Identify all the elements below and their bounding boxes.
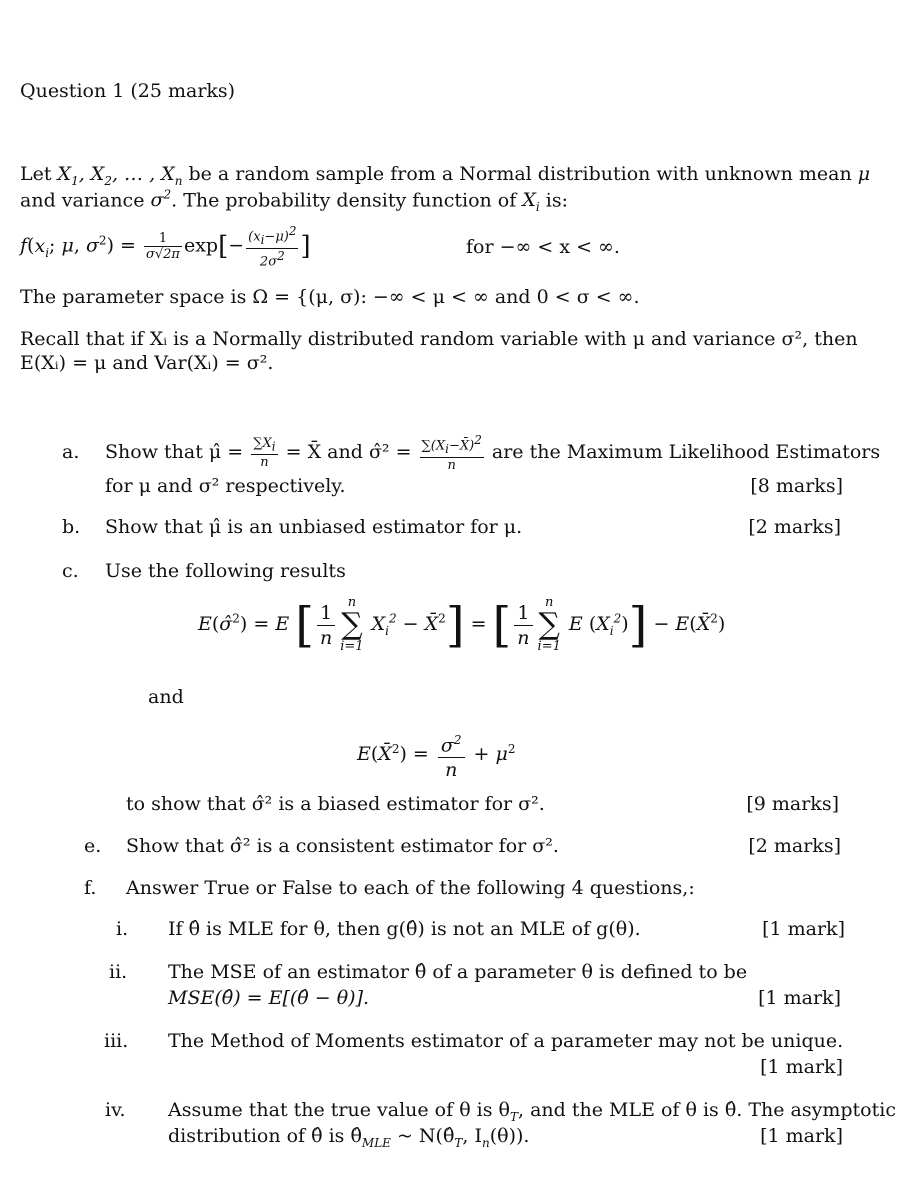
pdf-domain: for −∞ < x < ∞. [466, 236, 620, 258]
subpart-ii-label: ii. [109, 961, 128, 983]
subpart-iv-text-2: distribution of θ̂ is $\thetâ_{MLE}$ ~ $N(\thetâ_T$, $I_n(\theta)$). [168, 1125, 530, 1150]
subpart-iv-text: Assume that the true value of θ is $\theta_T$, and the MLE of θ is θ̂. The asymptotic [168, 1099, 896, 1124]
subpart-iii-text: The Method of Moments estimator of a parameter may not be unique. [168, 1030, 844, 1052]
part-b-text: Show that μ̂ is an unbiased estimator for μ. [105, 516, 523, 538]
part-b-label: b. [62, 516, 81, 538]
part-e-marks: [2 marks] [748, 835, 841, 857]
subpart-i-marks: [1 mark] [762, 918, 845, 940]
part-c-marks: [9 marks] [746, 793, 839, 815]
part-b-marks: [2 marks] [748, 516, 841, 538]
subpart-ii-marks: [1 mark] [758, 987, 841, 1009]
part-c-label: c. [62, 560, 79, 582]
parameter-space: The parameter space is Ω = {(μ, σ): −∞ < μ < ∞ and 0 < σ < ∞. [20, 286, 640, 308]
question-title: Question 1 (25 marks) [20, 80, 236, 102]
part-a-line-2: for μ and σ² respectively. [105, 475, 346, 497]
part-c-text: Use the following results [105, 560, 346, 582]
intro-line-1: Let $X_1$, $X_2$, … , $X_n$ be a random sample from a Normal distribution with unknown mean μ [20, 163, 871, 188]
part-a-label: a. [62, 441, 80, 463]
part-a-marks: [8 marks] [750, 475, 843, 497]
xbar-squared-equation: E(X̄$^2$) = $\frac{\sigma^2}{n}$ + $\mu^2$ [357, 728, 516, 782]
part-e-label: e. [84, 835, 102, 857]
part-a-line-1: Show that μ̂ = $\frac{\sum X_i}{n}$ = X̄ and σ̂² = $\frac{\sum(X_i-X̄)^2}{n}$ are the Maximum Likelihood Estimators [105, 433, 881, 473]
and-word: and [148, 686, 184, 708]
subpart-iv-marks: [1 mark] [760, 1125, 843, 1147]
intro-line-2: and variance $\sigma^2$. The probability density function of $X_i$ is: [20, 188, 568, 215]
subpart-ii-text: The MSE of an estimator θ̂ of a parameter θ is defined to be [168, 961, 748, 983]
part-f-text: Answer True or False to each of the following 4 questions,: [126, 877, 695, 899]
pdf-formula: $f(x_i$; μ, $\sigma^2$) = $\frac{1}{\sigma√2\pi}$ exp[− $\frac{(x_i-\mu)^2}{2\sigma^2}$ ] [20, 224, 311, 270]
subpart-iii-marks: [1 mark] [760, 1056, 843, 1078]
recall-line-1: Recall that if Xᵢ is a Normally distributed random variable with μ and variance σ², then [20, 328, 858, 350]
subpart-iii-label: iii. [104, 1030, 129, 1052]
subpart-i-label: i. [116, 918, 129, 940]
subpart-i-text: If θ̂ is MLE for θ, then g(θ̂) is not an MLE of g(θ). [168, 918, 641, 940]
subpart-ii-formula: MSE(θ̂) = E[(θ̂ − θ)]. [168, 987, 370, 1009]
subpart-iv-label: iv. [105, 1099, 126, 1121]
part-e-text: Show that σ̂² is a consistent estimator for σ². [126, 835, 559, 857]
part-f-label: f. [84, 877, 97, 899]
expectation-equation: E(σ̂$^2$) = E [ $\frac{1}{n}$ n ∑ i=1 $X_i^2$ − X̄$^2$] = [ $\frac{1}{n}$ n ∑ i=1 E $(X_i^2)$] − E(X̄$^2$) [198, 595, 726, 654]
recall-line-2: E(Xᵢ) = μ and Var(Xᵢ) = σ². [20, 352, 274, 374]
part-c-conclusion: to show that σ̂² is a biased estimator for σ². [126, 793, 545, 815]
